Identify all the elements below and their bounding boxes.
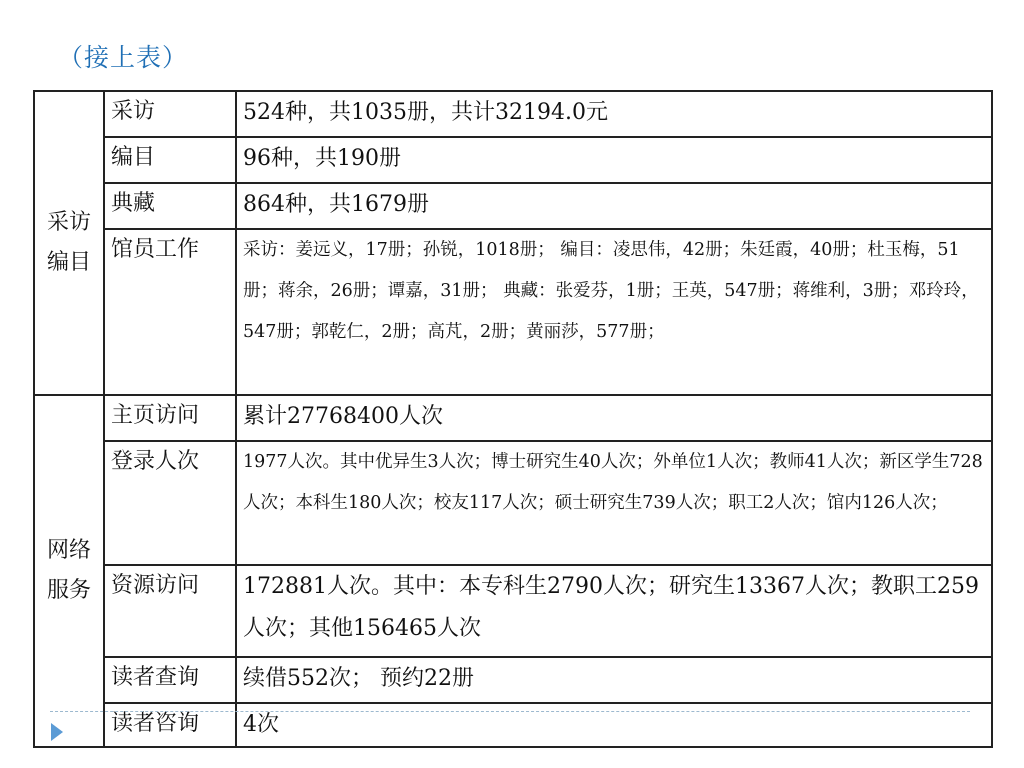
- table-row: [34, 395, 992, 441]
- row-label: 读者咨询: [104, 703, 236, 747]
- row-value: 172881人次。其中：本专科生2790人次；研究生13367人次；教职工259人次；其他156465人次: [236, 565, 992, 657]
- table-row: [34, 657, 992, 703]
- row-label: 馆员工作: [104, 229, 236, 395]
- section-label-line: 网络: [46, 538, 91, 563]
- section-label-line: 服务: [46, 578, 91, 603]
- table-row: [34, 441, 992, 565]
- row-label: 编目: [104, 137, 236, 183]
- next-arrow-icon[interactable]: [51, 723, 63, 741]
- section-label-line: 编目: [46, 250, 91, 275]
- row-value: 4次: [236, 703, 992, 747]
- table-row: [34, 703, 992, 747]
- row-value: 采访：姜远义，17册；孙锐，1018册； 编目：凌思伟，42册；朱廷霞，40册；杜玉梅，51册；蒋余，26册；谭嘉，31册； 典藏：张爱芬，1册；王英，547册；蒋维利，3册；邓玲玲，547册；郭乾仁，2册；高芃，2册；黄丽莎，577册；: [236, 229, 992, 395]
- section-label-line: 采访: [46, 210, 91, 235]
- section-network-service: [34, 395, 104, 747]
- row-label: 资源访问: [104, 565, 236, 657]
- row-value: 864种，共1679册: [236, 183, 992, 229]
- section-acquisition-cataloging: [34, 91, 104, 395]
- table-row: [34, 565, 992, 657]
- table-continuation-heading: （接上表）: [58, 43, 189, 72]
- row-label: 采访: [104, 91, 236, 137]
- row-label: 主页访问: [104, 395, 236, 441]
- statistics-table: [33, 90, 993, 748]
- table-row: [34, 137, 992, 183]
- row-value: 续借552次； 预约22册: [236, 657, 992, 703]
- row-value: 累计27768400人次: [236, 395, 992, 441]
- row-label: 典藏: [104, 183, 236, 229]
- table-row: [34, 91, 992, 137]
- row-label: 登录人次: [104, 441, 236, 565]
- row-label: 读者查询: [104, 657, 236, 703]
- row-value: 524种，共1035册，共计32194.0元: [236, 91, 992, 137]
- row-value: 1977人次。其中优异生3人次；博士研究生40人次；外单位1人次；教师41人次；新区学生728人次；本科生180人次；校友117人次；硕士研究生739人次；职工2人次；馆内126人次；: [236, 441, 992, 565]
- table-row: [34, 183, 992, 229]
- table-row: [34, 229, 992, 395]
- row-value: 96种，共190册: [236, 137, 992, 183]
- slide-divider: [50, 711, 970, 712]
